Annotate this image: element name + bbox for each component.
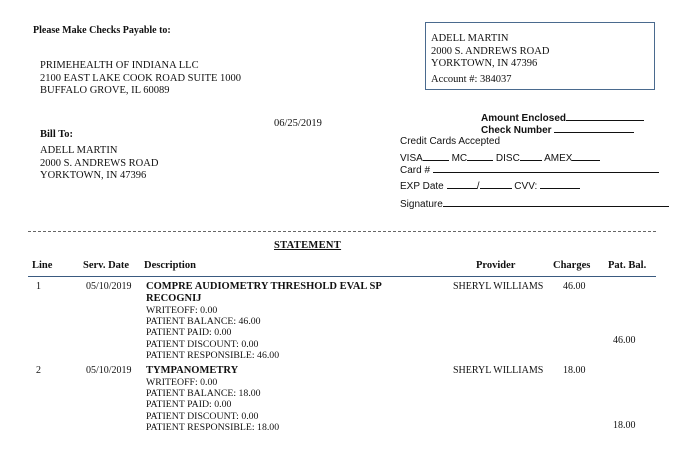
row-description	[146, 281, 382, 361]
exp-date-label: EXP Date	[400, 181, 444, 192]
row-provider: SHERYL WILLIAMS	[453, 365, 544, 376]
statement-table-header	[28, 259, 656, 277]
disc-label: DISC	[495, 153, 520, 164]
remit-address-line2: YORKTOWN, IN 47396	[431, 58, 538, 69]
row-description-title: TYMPANOMETRY	[146, 365, 239, 376]
tear-off-divider	[28, 231, 656, 232]
visa-blank[interactable]	[423, 151, 449, 161]
payee-address-line2: BUFFALO GROVE, IL 60089	[40, 85, 170, 96]
visa-label: VISA	[400, 153, 423, 164]
col-serv-date: Serv. Date	[83, 260, 130, 271]
cvv-label: CVV:	[514, 181, 538, 192]
signature-label: Signature	[400, 199, 443, 210]
bill-to-address-line2: YORKTOWN, IN 47396	[40, 170, 147, 181]
remit-name: ADELL MARTIN	[431, 33, 509, 44]
credit-cards-accepted-label: Credit Cards Accepted	[400, 136, 501, 147]
check-number-field[interactable]	[481, 123, 634, 136]
cvv-blank[interactable]	[540, 179, 580, 189]
mc-blank[interactable]	[467, 151, 493, 161]
mc-label: MC	[451, 153, 468, 164]
bill-to-label: Bill To:	[40, 129, 73, 140]
remit-address-line1: 2000 S. ANDREWS ROAD	[431, 45, 550, 57]
header-rule	[28, 276, 656, 277]
row-serv-date: 05/10/2019	[86, 281, 132, 292]
account-number: Account #: 384037	[431, 73, 512, 85]
payee-address-line1: 2100 EAST LAKE COOK ROAD SUITE 1000	[40, 72, 242, 84]
statement-title: STATEMENT	[274, 240, 342, 251]
row-description-title: COMPRE AUDIOMETRY THRESHOLD EVAL SP	[146, 281, 382, 292]
row-description-title-cont: RECOGNIJ	[146, 293, 202, 304]
row-line-number: 1	[36, 281, 41, 292]
card-number-label: Card #	[400, 165, 431, 176]
amex-label: AMEX	[544, 153, 573, 164]
col-line: Line	[32, 260, 53, 271]
bill-to-address-line1: 2000 S. ANDREWS ROAD	[40, 157, 159, 169]
col-charges: Charges	[553, 260, 591, 271]
col-provider: Provider	[476, 260, 516, 271]
row-patient-responsible: PATIENT RESPONSIBLE: 46.00	[146, 349, 280, 361]
row-patient-discount: PATIENT DISCOUNT: 0.00	[146, 338, 259, 350]
amount-enclosed-label: Amount Enclosed	[481, 113, 567, 124]
row-writeoff: WRITEOFF: 0.00	[146, 305, 218, 316]
card-number-field[interactable]	[400, 163, 659, 176]
payable-heading: Please Make Checks Payable to:	[33, 25, 171, 36]
remit-address-box	[425, 22, 655, 90]
payee-address	[40, 60, 241, 98]
row-pat-bal: 46.00	[613, 335, 636, 346]
col-pat-bal: Pat. Bal.	[608, 260, 647, 271]
statement-date: 06/25/2019	[274, 118, 322, 129]
bill-to-address	[40, 145, 158, 183]
col-description: Description	[144, 260, 196, 271]
check-number-label: Check Number	[481, 125, 552, 136]
row-serv-date: 05/10/2019	[86, 365, 132, 376]
exp-date-field[interactable]	[400, 179, 580, 192]
table-row	[28, 365, 656, 435]
exp-date-slash: /	[476, 181, 480, 192]
row-patient-paid: PATIENT PAID: 0.00	[146, 327, 232, 339]
row-description	[146, 365, 279, 433]
row-patient-discount: PATIENT DISCOUNT: 0.00	[146, 410, 259, 422]
table-row	[28, 281, 656, 361]
row-pat-bal: 18.00	[613, 420, 636, 431]
row-patient-responsible: PATIENT RESPONSIBLE: 18.00	[146, 421, 280, 433]
row-writeoff: WRITEOFF: 0.00	[146, 377, 218, 388]
row-patient-balance: PATIENT BALANCE: 18.00	[146, 388, 261, 400]
payee-name: PRIMEHEALTH OF INDIANA LLC	[40, 60, 199, 71]
disc-blank[interactable]	[520, 151, 542, 161]
signature-field[interactable]	[400, 197, 669, 210]
row-charges: 46.00	[563, 281, 586, 292]
bill-to-name: ADELL MARTIN	[40, 145, 118, 156]
amex-blank[interactable]	[572, 151, 600, 161]
row-provider: SHERYL WILLIAMS	[453, 281, 544, 292]
row-patient-balance: PATIENT BALANCE: 46.00	[146, 316, 261, 328]
row-charges: 18.00	[563, 365, 586, 376]
row-line-number: 2	[36, 365, 41, 376]
row-patient-paid: PATIENT PAID: 0.00	[146, 399, 232, 411]
